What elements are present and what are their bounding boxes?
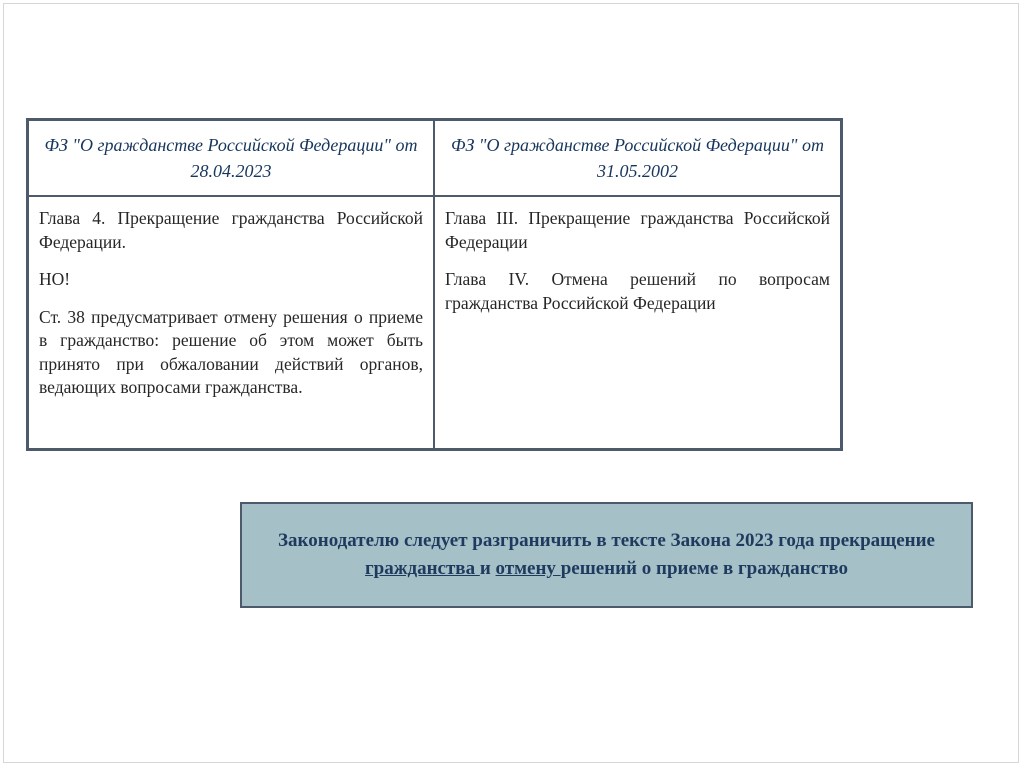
law-2023-article-38: Ст. 38 предусматривает отмену решения о приеме в гражданство: решение об этом может быть принято при обжаловании действий органов, ведающих вопросами гражданства. — [39, 306, 423, 397]
law-2023-but-note: НО! — [39, 269, 71, 289]
header-law-2002 — [435, 121, 840, 197]
law-2002-content — [435, 197, 840, 448]
law-2023-content — [29, 197, 435, 448]
conclusion-box — [240, 502, 973, 608]
law-2002-chapter-4: Глава IV. Отмена решений по вопросам гражданства Российской Федерации — [445, 269, 830, 313]
header-law-2023-text: ФЗ "О гражданстве Российской Федерации" от 28.04.2023 — [44, 135, 418, 181]
conclusion-text — [262, 527, 951, 583]
conclusion-underlined-citizenship: гражданства — [365, 558, 480, 579]
law-2023-chapter-4: Глава 4. Прекращение гражданства Российской Федерации. — [39, 208, 423, 252]
conclusion-part-1: Законодателю следует разграничить в тексте Закона 2023 года прекращение — [278, 530, 935, 551]
comparison-table — [26, 118, 843, 451]
header-law-2023 — [29, 121, 435, 197]
conclusion-part-2: и — [479, 558, 496, 579]
header-law-2002-text: ФЗ "О гражданстве Российской Федерации" от 31.05.2002 — [451, 135, 824, 181]
conclusion-underlined-cancellation: отмену — [495, 558, 561, 579]
conclusion-part-3: решений о приеме в гражданство — [560, 558, 848, 579]
law-2002-chapter-3: Глава III. Прекращение гражданства Российской Федерации — [445, 208, 830, 252]
